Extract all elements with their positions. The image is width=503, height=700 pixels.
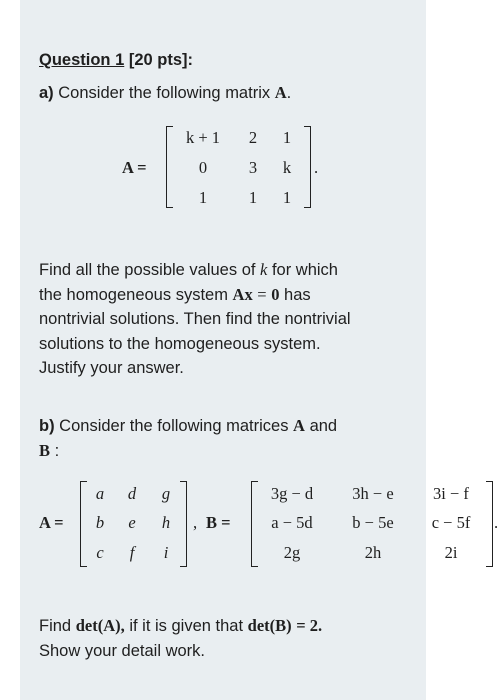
matrix-cell: f — [129, 543, 135, 562]
matrix-b-a-right-bracket — [180, 481, 187, 567]
matrix-b-lhs: B = — [206, 513, 231, 532]
matrix-cell: 3i − f — [433, 484, 469, 503]
matrix-cell: e — [128, 513, 136, 532]
matrix-cell: b − 5e — [352, 513, 394, 532]
matrix-cell: a — [95, 484, 105, 503]
matrix-cell: 1 — [282, 188, 292, 207]
matrix-cell: 3h − e — [352, 484, 394, 503]
part-a-line-3: nontrivial solutions. Then find the nontrivial — [39, 310, 351, 328]
matrix-cell: 2g — [283, 543, 301, 562]
matrix-cell: b — [95, 513, 105, 532]
matrix-a-lhs: A = — [122, 158, 147, 177]
part-a-intro: a) Consider the following matrix A. — [39, 83, 292, 102]
matrix-b-a-lhs: A = — [39, 513, 64, 532]
part-a-line-5: Justify your answer. — [39, 359, 184, 377]
matrix-cell: 2 — [248, 128, 258, 147]
matrix-cell: i — [163, 543, 169, 562]
part-b-show: Show your detail work. — [39, 642, 205, 660]
part-a-line-4: solutions to the homogeneous system. — [39, 334, 321, 353]
matrix-cell: 2i — [444, 543, 458, 562]
matrix-cell: 3 — [248, 158, 258, 177]
part-a-line-2: the homogeneous system Ax = 0 has — [39, 284, 311, 304]
matrix-cell: 2h — [364, 543, 382, 562]
matrix-cell: c — [96, 543, 104, 562]
matrix-cell: 1 — [282, 128, 292, 147]
matrix-comma: , — [193, 513, 198, 532]
matrix-cell: 1 — [248, 188, 258, 207]
part-b-intro: b) Consider the following matrices A and — [39, 416, 338, 435]
matrix-cell: a − 5d — [271, 513, 313, 532]
matrix-b-period: . — [494, 513, 499, 532]
matrix-cell: c − 5f — [431, 513, 471, 532]
matrix-cell: k — [282, 158, 292, 177]
part-a-line-1: Find all the possible values of k for which — [39, 260, 338, 279]
matrix-cell: g — [161, 484, 171, 503]
matrix-cell: 3g − d — [270, 484, 314, 503]
matrix-a-right-bracket — [304, 126, 311, 208]
matrix-cell: 0 — [198, 158, 208, 177]
matrix-b-a-left-bracket — [80, 481, 87, 567]
matrix-cell: h — [161, 513, 171, 532]
part-b-intro-2: B : — [39, 441, 60, 460]
part-b-find: Find det(A), if it is given that det(B) = 2. — [39, 616, 323, 635]
matrix-a-period: . — [314, 158, 319, 177]
question-title: Question 1 [20 pts]: — [39, 51, 194, 69]
matrix-cell: d — [127, 484, 137, 503]
matrix-cell: 1 — [198, 188, 208, 207]
matrix-cell: k + 1 — [185, 128, 221, 147]
matrix-b-right-bracket — [486, 481, 493, 567]
part-a-text — [39, 258, 419, 381]
